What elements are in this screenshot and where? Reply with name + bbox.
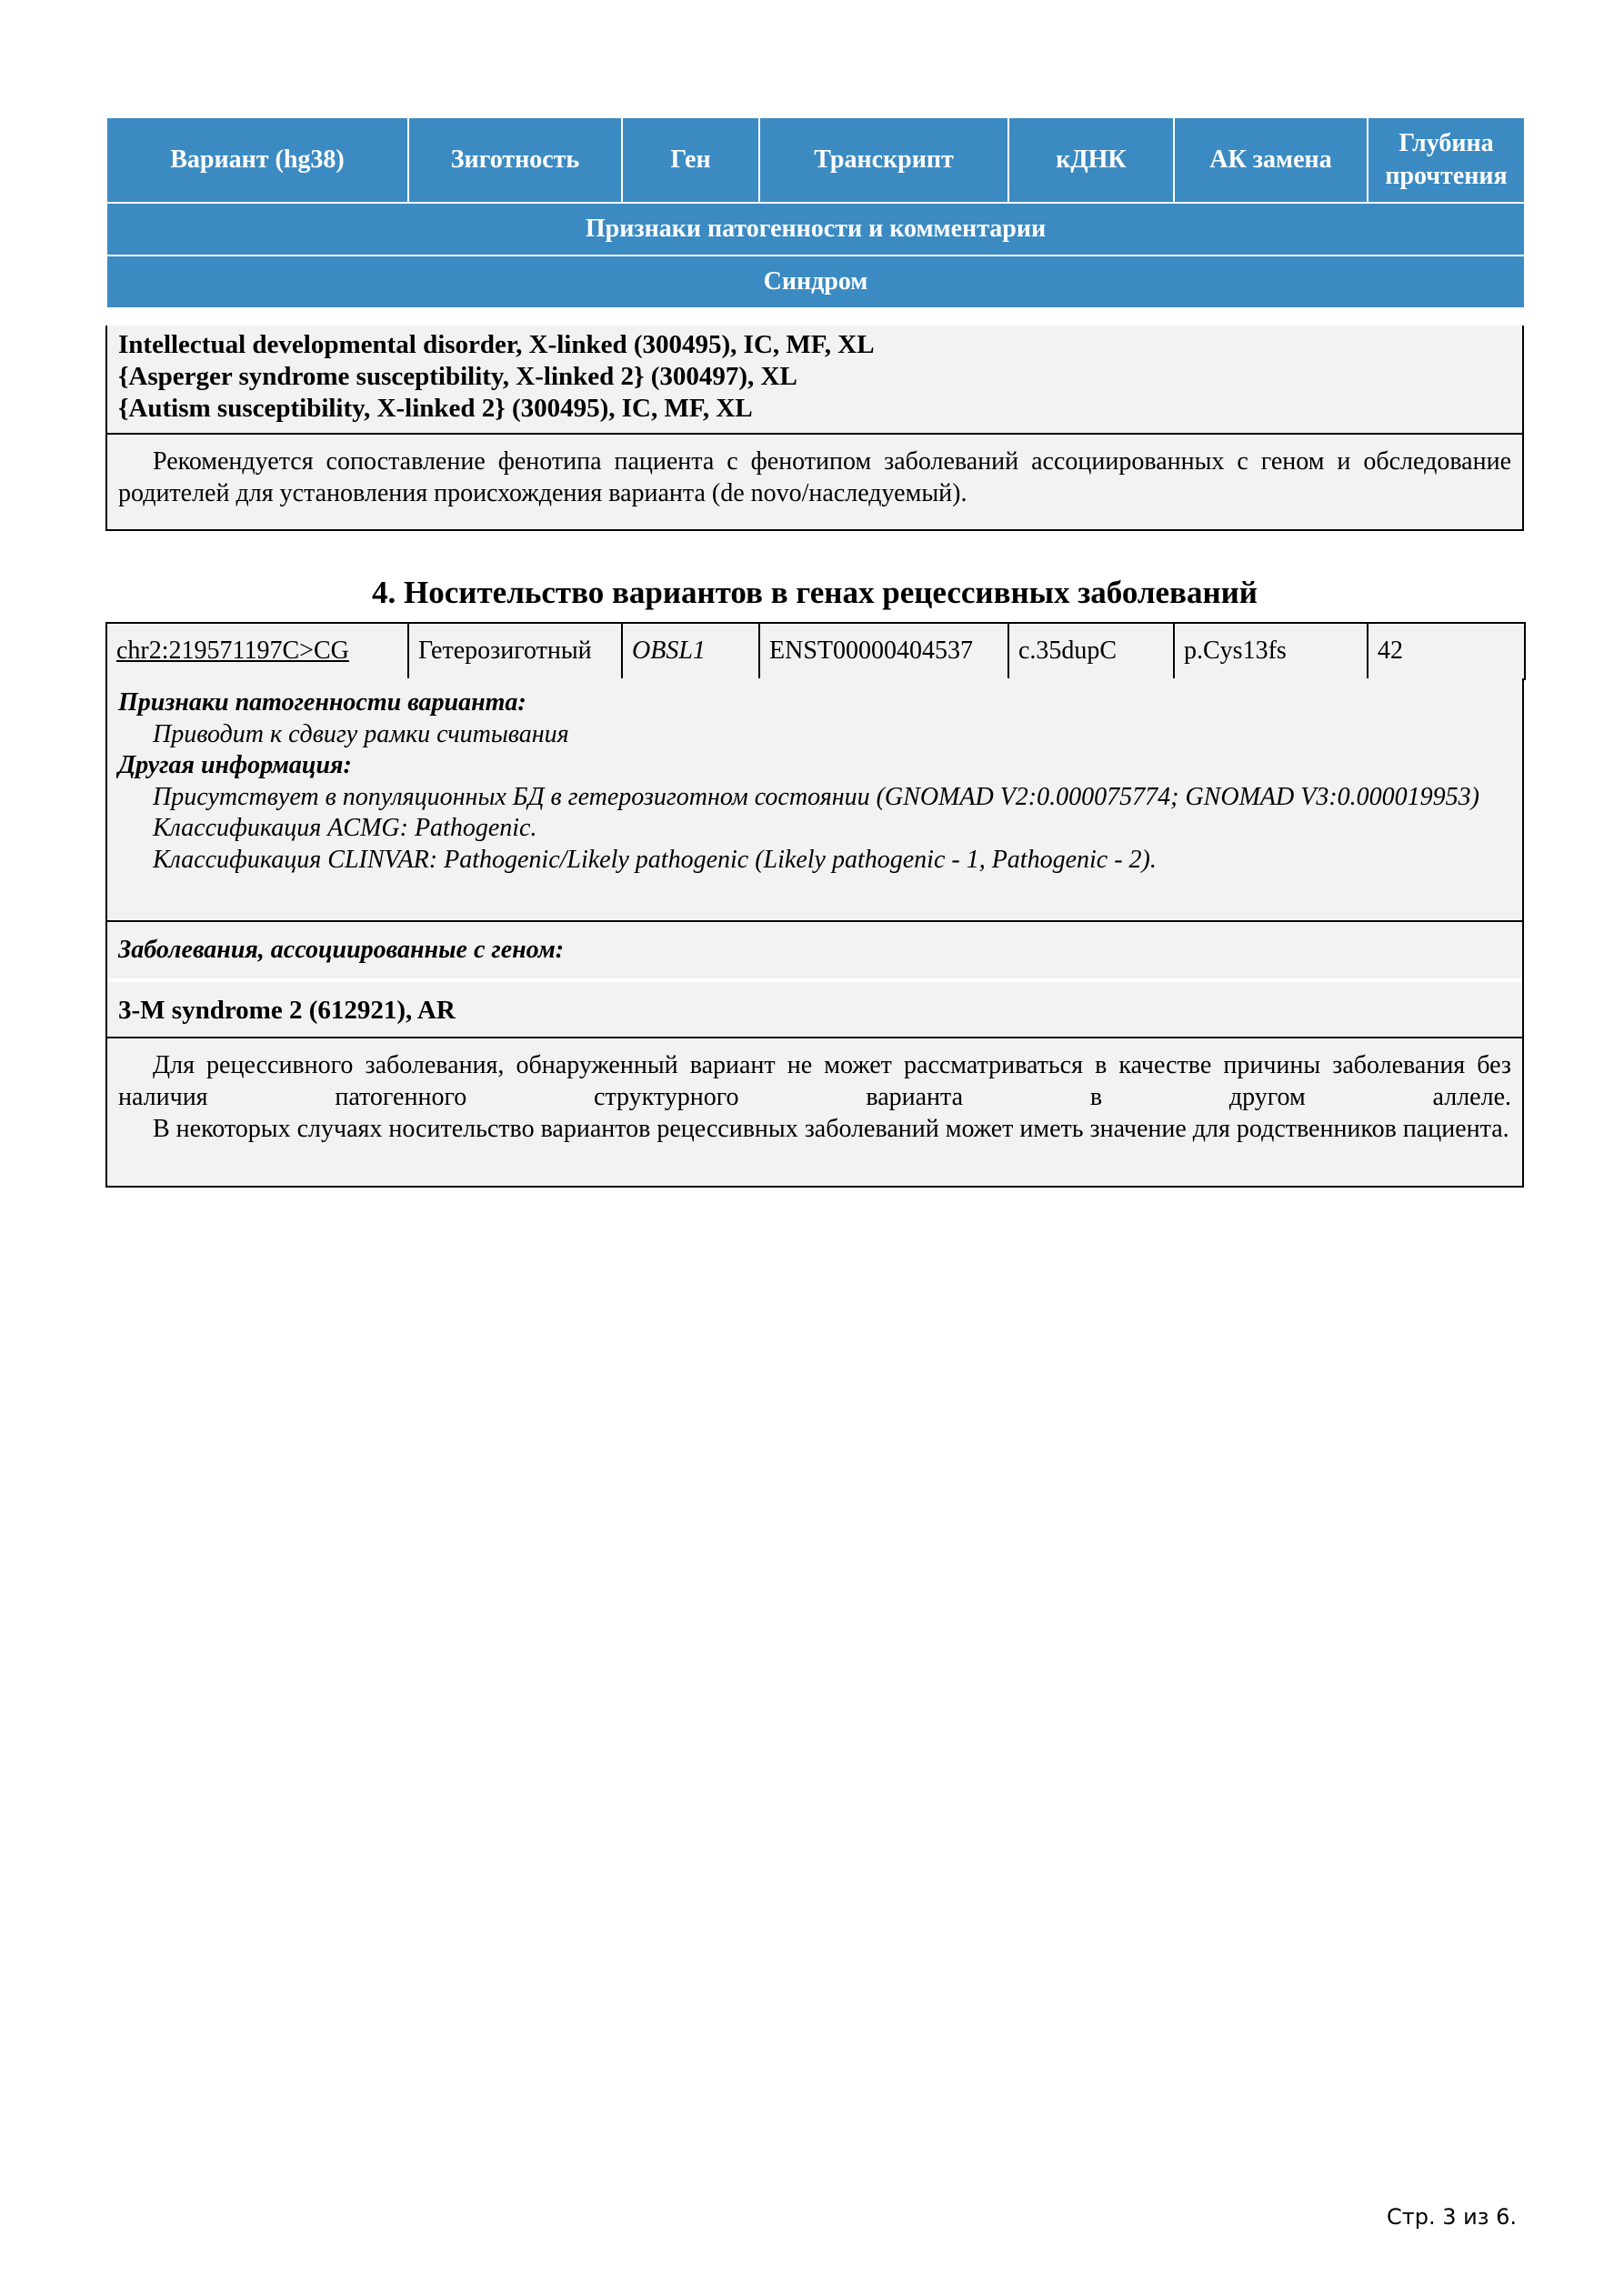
variant-aa-change: p.Cys13fs bbox=[1174, 623, 1368, 679]
header-pathogenicity: Признаки патогенности и комментарии bbox=[106, 203, 1525, 256]
variant-depth: 42 bbox=[1368, 623, 1525, 679]
syndrome-item: {Asperger syndrome susceptibility, X-linked 2} (300497), XL bbox=[118, 362, 797, 391]
other-info-label: Другая информация: bbox=[118, 751, 352, 779]
pathogenicity-text: Приводит к сдвигу рамки считывания bbox=[153, 719, 569, 748]
col-transcript: Транскрипт bbox=[759, 117, 1008, 203]
recessive-note bbox=[105, 1038, 1524, 1188]
disease-name: 3-M syndrome 2 (612921), AR bbox=[105, 982, 1524, 1038]
col-aa-change: АК замена bbox=[1174, 117, 1368, 203]
variant-position-link[interactable]: chr2:219571197C>CG bbox=[106, 623, 408, 679]
section-4-title: 4. Носительство вариантов в генах рецессивных заболеваний bbox=[372, 575, 1258, 610]
variant-zygosity: Гетерозиготный bbox=[408, 623, 622, 679]
table-header bbox=[105, 116, 1526, 309]
header-syndrome: Синдром bbox=[106, 256, 1525, 308]
recommendation-text: Рекомендуется сопоставление фенотипа пациента с фенотипом заболеваний ассоциированных с геном и обследование родителей для установления происхождения варианта (de novo/наследуемый). bbox=[105, 435, 1524, 531]
col-cdna: кДНК bbox=[1008, 117, 1174, 203]
syndrome-list bbox=[105, 326, 1524, 435]
other-info-population: Присутствует в популяционных БД в гетерозиготном состоянии (GNOMAD V2:0.000075774; GNOMAD V3:0.000019953) bbox=[153, 782, 1479, 811]
variant-cdna: c.35dupC bbox=[1008, 623, 1174, 679]
other-info-clinvar: Классификация CLINVAR: Pathogenic/Likely pathogenic (Likely pathogenic - 1, Pathogenic - 2). bbox=[153, 845, 1157, 874]
col-depth: Глубина прочтения bbox=[1368, 117, 1525, 203]
variant-row-table bbox=[105, 622, 1526, 680]
note-paragraph-1: Для рецессивного заболевания, обнаруженный вариант не может рассматриваться в качестве причины заболевания без наличия патогенного структурного варианта в другом аллеле. bbox=[118, 1051, 1511, 1111]
syndrome-item: Intellectual developmental disorder, X-linked (300495), IC, MF, XL bbox=[118, 330, 875, 359]
col-gene: Ген bbox=[622, 117, 759, 203]
col-variant: Вариант (hg38) bbox=[106, 117, 408, 203]
diseases-label: Заболевания, ассоциированные с геном: bbox=[105, 922, 1524, 978]
page-number: Стр. 3 из 6. bbox=[1386, 2204, 1517, 2230]
other-info-acmg: Классификация ACMG: Pathogenic. bbox=[153, 814, 537, 842]
syndrome-item: {Autism susceptibility, X-linked 2} (300495), IC, MF, XL bbox=[118, 394, 753, 423]
variant-gene: OBSL1 bbox=[622, 623, 759, 679]
variant-transcript: ENST00000404537 bbox=[759, 623, 1008, 679]
pathogenicity-label: Признаки патогенности варианта: bbox=[118, 688, 526, 717]
note-paragraph-2: В некоторых случаях носительство вариантов рецессивных заболеваний может иметь значение для родственников пациента. bbox=[153, 1115, 1509, 1143]
variant-details bbox=[105, 678, 1524, 922]
col-zygosity: Зиготность bbox=[408, 117, 622, 203]
